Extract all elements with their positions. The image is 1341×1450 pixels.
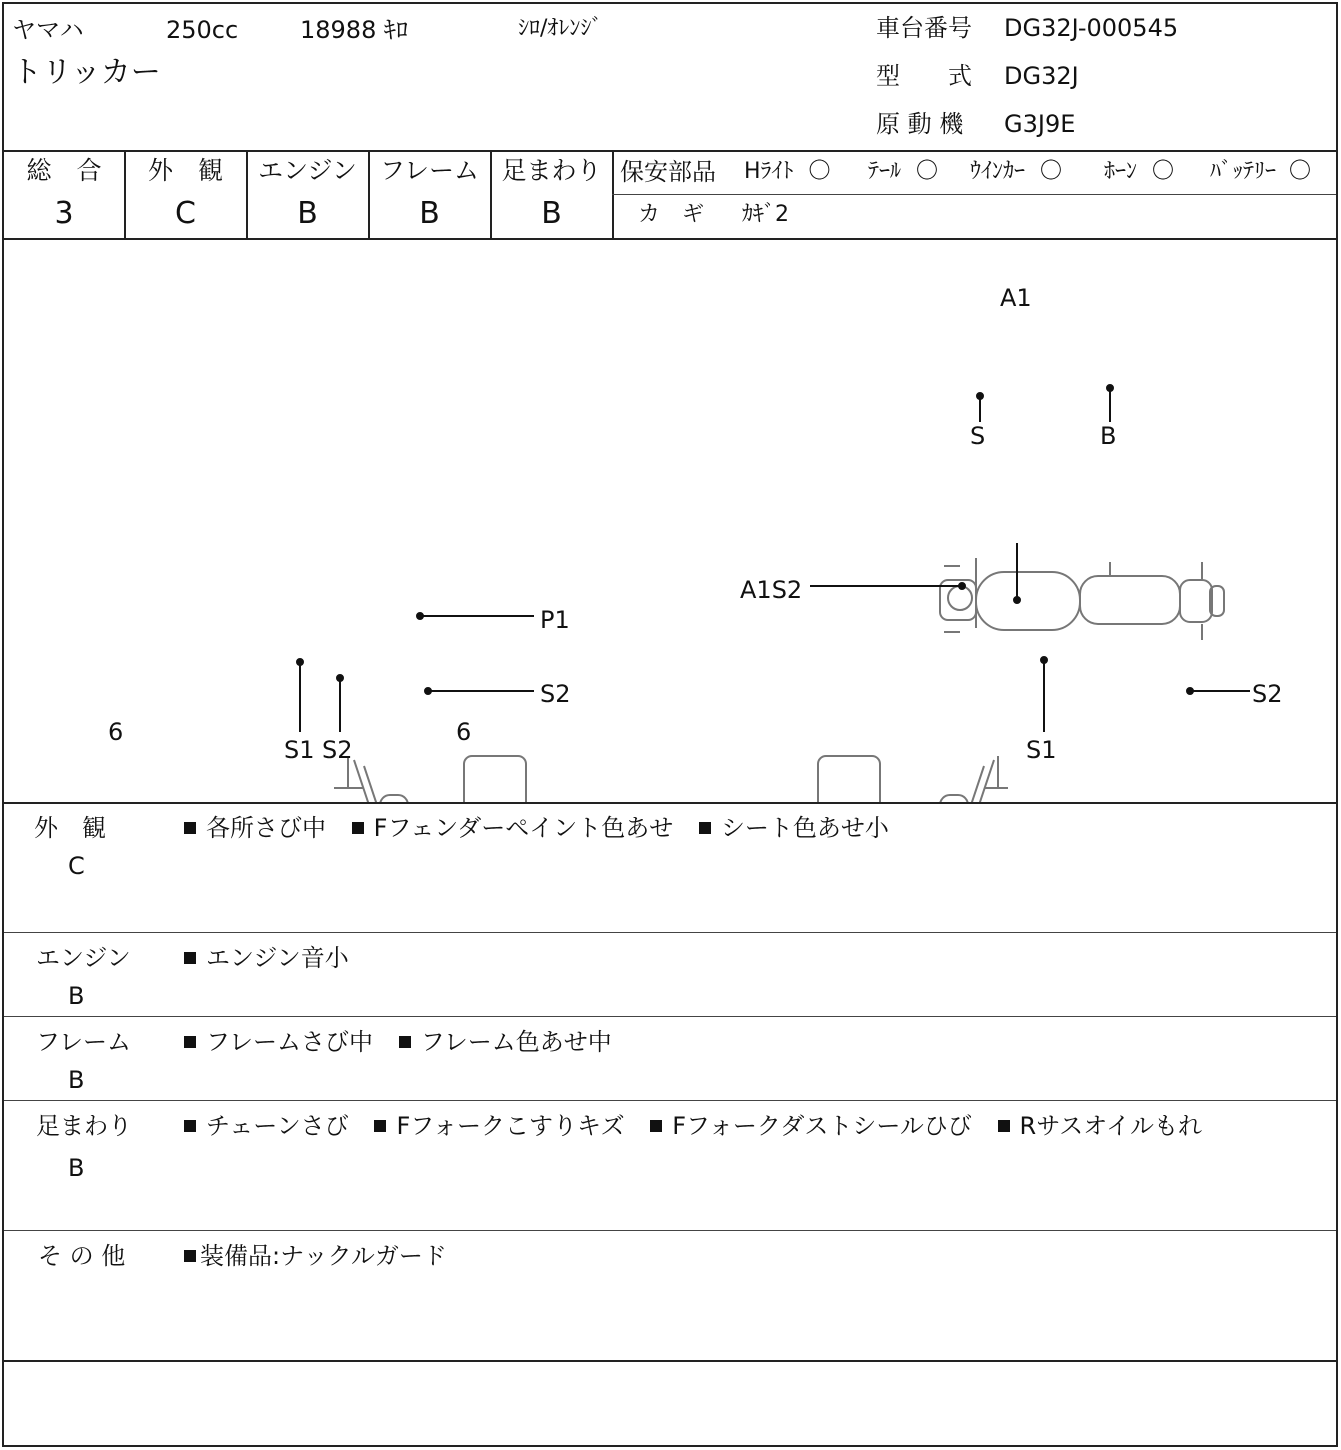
key-label: カ ギ — [638, 202, 705, 227]
grade-exterior-label: 外 観 — [147, 156, 223, 185]
safety-horn — [1104, 161, 1174, 183]
grade-engine-label: エンジン — [258, 156, 357, 185]
divider — [4, 1016, 1336, 1017]
engine-label: 原 動 機 — [876, 110, 964, 138]
motorcycle-top-view — [940, 558, 1224, 640]
safety-item-status: 〇 — [1152, 159, 1175, 184]
remark-frame-grade: B — [68, 1066, 85, 1094]
grade-overall-label: 総 合 — [26, 156, 102, 185]
type-label: 型 式 — [876, 62, 972, 90]
safety-item-name: Hﾗｲﾄ — [744, 159, 794, 184]
divider — [4, 1360, 1336, 1362]
remark-exterior-label: 外 観 — [34, 814, 106, 842]
damage-diagram — [4, 240, 1336, 802]
maker: ヤマハ — [12, 16, 84, 44]
remark-item: フレーム色あせ中 — [420, 1028, 612, 1056]
grade-frame-label: フレーム — [379, 156, 479, 185]
safety-item-status: 〇 — [1289, 159, 1312, 184]
remark-engine-grade: B — [68, 982, 85, 1010]
bullet-icon — [374, 1120, 386, 1132]
safety-item-status: 〇 — [916, 159, 939, 184]
bullet-icon — [352, 822, 364, 834]
frame-no: DG32J-000545 — [1004, 14, 1179, 42]
label-top-a1: A1 — [1000, 284, 1032, 312]
remark-engine-items — [180, 946, 363, 970]
label-top-b: B — [1100, 422, 1117, 450]
bullet-icon — [998, 1120, 1010, 1132]
label-right-a1s2: A1S2 — [740, 576, 803, 604]
inspection-sheet — [2, 2, 1338, 1447]
safety-winker — [970, 161, 1062, 183]
label-left-s2: S2 — [322, 736, 353, 764]
motorcycle-right-view — [818, 756, 1231, 802]
divider — [612, 194, 1336, 195]
remark-chassis-label: 足まわり — [36, 1112, 132, 1140]
bullet-icon — [184, 1250, 196, 1262]
label-left-s2-wheel: S2 — [540, 680, 571, 708]
remark-item: 装備品:ナックルガード — [200, 1242, 447, 1270]
label-right-s1: S1 — [1026, 736, 1057, 764]
remark-chassis-grade: B — [68, 1154, 85, 1182]
remark-item: Fフォークダストシールひび — [672, 1112, 972, 1140]
safety-tail — [868, 161, 938, 183]
bullet-icon — [399, 1036, 411, 1048]
safety-item-name: ｳｲﾝｶｰ — [970, 159, 1026, 184]
remark-other-label: そ の 他 — [38, 1242, 126, 1270]
engine-value: G3J9E — [1004, 110, 1076, 138]
divider — [4, 932, 1336, 933]
safety-battery — [1210, 161, 1311, 183]
remark-item: チェーンさび — [206, 1112, 349, 1140]
remark-item: Fフェンダーペイント色あせ — [373, 814, 674, 842]
safety-label: 保安部品 — [620, 158, 716, 186]
bullet-icon — [184, 1036, 196, 1048]
remark-exterior-items — [180, 816, 903, 840]
label-right-s2: S2 — [1252, 680, 1283, 708]
remark-exterior-grade: C — [68, 852, 85, 880]
safety-item-status: 〇 — [808, 159, 831, 184]
divider — [4, 802, 1336, 804]
safety-item-name: ﾊﾞｯﾃﾘｰ — [1210, 159, 1277, 184]
label-top-s: S — [970, 422, 986, 450]
color: ｼﾛ/ｵﾚﾝｼﾞ — [518, 16, 603, 41]
bullet-icon — [184, 822, 196, 834]
divider — [4, 1100, 1336, 1101]
label-left-s1: S1 — [284, 736, 315, 764]
remark-frame-items — [180, 1030, 626, 1054]
safety-item-name: ﾃｰﾙ — [868, 159, 902, 184]
remark-other-items — [180, 1244, 461, 1268]
frame-no-label: 車台番号 — [876, 14, 972, 42]
safety-headlight — [744, 161, 831, 183]
mileage: 18988 ｷﾛ — [300, 16, 408, 44]
bullet-icon — [184, 952, 196, 964]
safety-item-status: 〇 — [1040, 159, 1063, 184]
remark-item: シート色あせ小 — [720, 814, 889, 842]
grade-exterior-value: C — [175, 196, 196, 231]
bullet-icon — [650, 1120, 662, 1132]
bullet-icon — [184, 1120, 196, 1132]
remark-item: Fフォークこすりキズ — [396, 1112, 625, 1140]
remark-item: フレームさび中 — [206, 1028, 374, 1056]
remark-item: Rサスオイルもれ — [1019, 1112, 1203, 1140]
safety-item-name: ﾎｰﾝ — [1104, 159, 1138, 184]
grade-overall-value: 3 — [54, 196, 74, 231]
remark-item: 各所さび中 — [206, 814, 326, 842]
remark-item: エンジン音小 — [206, 944, 349, 972]
label-left-p1: P1 — [540, 606, 570, 634]
type-value: DG32J — [1004, 62, 1079, 90]
divider — [4, 150, 1336, 152]
remark-chassis-items — [180, 1114, 1216, 1138]
divider — [4, 1230, 1336, 1231]
label-left-6-rear: 6 — [108, 718, 124, 746]
grade-chassis-label: 足まわり — [501, 156, 602, 185]
displacement: 250cc — [166, 16, 239, 44]
remark-engine-label: エンジン — [36, 944, 131, 972]
label-left-6-front: 6 — [456, 718, 472, 746]
bullet-icon — [699, 822, 711, 834]
grade-engine-value: B — [297, 196, 318, 231]
remark-frame-label: フレーム — [36, 1028, 132, 1056]
model-name: トリッカー — [12, 55, 161, 90]
grade-chassis-value: B — [541, 196, 562, 231]
key-value: ｶｷﾞ2 — [742, 202, 789, 227]
motorcycle-left-view — [115, 756, 526, 802]
grade-frame-value: B — [419, 196, 440, 231]
